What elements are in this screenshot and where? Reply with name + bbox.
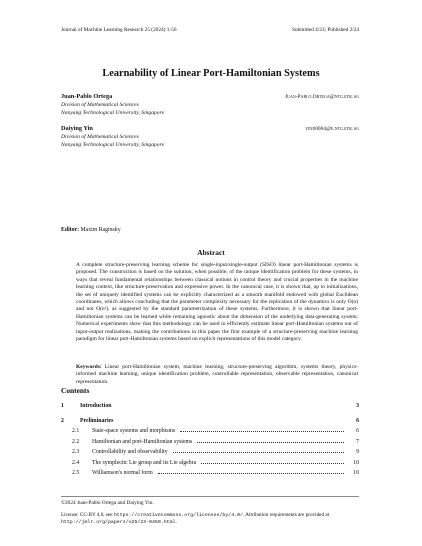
toc-leader [197, 441, 344, 443]
toc-leader [118, 421, 344, 422]
toc-page: 10 [353, 470, 359, 476]
author-block-2 [61, 125, 359, 149]
toc-title: Hamiltonian and port-Hamiltonian systems [92, 438, 193, 445]
toc-page: 9 [356, 449, 359, 455]
toc-page: 6 [356, 428, 359, 434]
author-university: Nanyang Technological University, Singapore [61, 110, 165, 116]
table-of-contents [61, 403, 359, 481]
toc-title: Preliminaries [80, 417, 114, 424]
keywords [76, 364, 358, 386]
toc-title: Williamson's normal form [92, 470, 153, 476]
license-notice [61, 512, 361, 526]
author-division: Division of Mathematical Sciences [61, 134, 139, 140]
toc-title: Controllability and observability [92, 449, 168, 455]
toc-title: State-space systems and morphisms [92, 428, 176, 434]
toc-page: 6 [356, 417, 359, 424]
toc-number: 2.1 [72, 428, 80, 434]
abstract-text: A complete structure-preserving learning scheme for single-input/single-output (SISO) linear port-Hamiltonian systems is proposed. The construction is based on the solution, when possible, of the unique identification problem for these systems, in ways that reveal fundamental relationships between classical notions in control theory and crucial properties in the machine learning context, like structure-preservation and expressive power. In the canonical case, it is shown that, up to initializations, the set of uniquely identified systems can be explicitly characterized as a smooth manifold endowed with global Euclidean coordinates, which allows concluding that the parameter complexity necessary for the replication of the dynamics is only O(n) and not O(n²), as suggested by the standard parametrization of these systems. Furthermore, it is shown that linear port-Hamiltonian systems can be learned while remaining agnostic about the dimension of the underlying data-generating system. Numerical experiments show that this methodology can be used to efficiently estimate linear port-Hamiltonian systems out of input-output realizations, making the contributions in this paper the first example of a structure-preserving machine learning paradigm for linear port-Hamiltonian systems based on explicit representations of this model category. [76, 262, 358, 343]
toc-leader [201, 462, 344, 464]
author-division: Division of Mathematical Sciences [61, 102, 139, 108]
toc-page: 3 [356, 403, 359, 409]
editor-label: Editor: [61, 227, 80, 233]
license-mid: . Attribution requirements are provided at [242, 512, 330, 518]
toc-number: 2 [61, 417, 64, 424]
journal-citation: Journal of Machine Learning Research 25 (2024) 1-56 [61, 27, 177, 33]
author-block-1 [61, 93, 359, 117]
attribution-link[interactable]: http://jmlr.org/papers/v25/23-0450.html [61, 520, 176, 525]
toc-number: 2.5 [72, 470, 80, 476]
toc-entry[interactable] [61, 449, 359, 460]
contents-heading: Contents [61, 386, 90, 395]
toc-number: 1 [61, 403, 64, 409]
keywords-text: Linear port-Hamiltonian system, machine learning, structure-preserving algorithm, systems theory, physics-informed machine learning, unique identification problem, controllable representation, observable representation, canonical representation. [76, 364, 358, 385]
license-prefix: License: CC-BY 4.0, see [61, 512, 114, 518]
toc-leader [180, 430, 344, 432]
license-suffix: . [175, 519, 177, 525]
toc-leader [158, 472, 344, 474]
submission-dates: Submitted 4/23; Published 2/24 [292, 27, 359, 33]
toc-number: 2.4 [72, 459, 80, 466]
toc-entry[interactable] [61, 403, 359, 414]
author-email[interactable]: Juan-Pablo.Ortega@ntu.edu.sg [285, 94, 359, 100]
toc-entry[interactable] [61, 428, 359, 439]
editor-line [61, 227, 121, 233]
toc-title: The symplectic Lie group and its Lie algebra [92, 459, 197, 466]
author-university: Nanyang Technological University, Singapore [61, 142, 165, 148]
footer-rule [61, 496, 359, 497]
toc-entry[interactable] [61, 418, 359, 429]
toc-number: 2.3 [72, 449, 80, 455]
toc-number: 2.2 [72, 438, 80, 445]
abstract-heading: Abstract [197, 248, 225, 257]
toc-page: 7 [356, 438, 359, 445]
author-email[interactable]: yind0004@e.ntu.edu.sg [305, 126, 359, 132]
toc-leader [116, 406, 344, 407]
toc-entry[interactable] [61, 470, 359, 481]
toc-page: 10 [353, 459, 359, 466]
toc-entry[interactable] [61, 460, 359, 471]
author-name: Daiying Yin [61, 125, 93, 132]
keywords-label: Keywords: [76, 364, 102, 370]
toc-leader [173, 451, 344, 453]
running-head [61, 27, 359, 33]
author-name: Juan-Pablo Ortega [61, 93, 113, 100]
copyright-notice: ©2024 Juan-Pablo Ortega and Daiying Yin. [61, 500, 154, 506]
paper-title: Learnability of Linear Port-Hamiltonian Systems [102, 68, 320, 79]
toc-entry[interactable] [61, 439, 359, 450]
license-link[interactable]: https://creativecommons.org/licenses/by/4.0/ [113, 513, 243, 518]
toc-title: Introduction [80, 403, 112, 409]
editor-name: Maxim Raginsky [80, 227, 121, 233]
